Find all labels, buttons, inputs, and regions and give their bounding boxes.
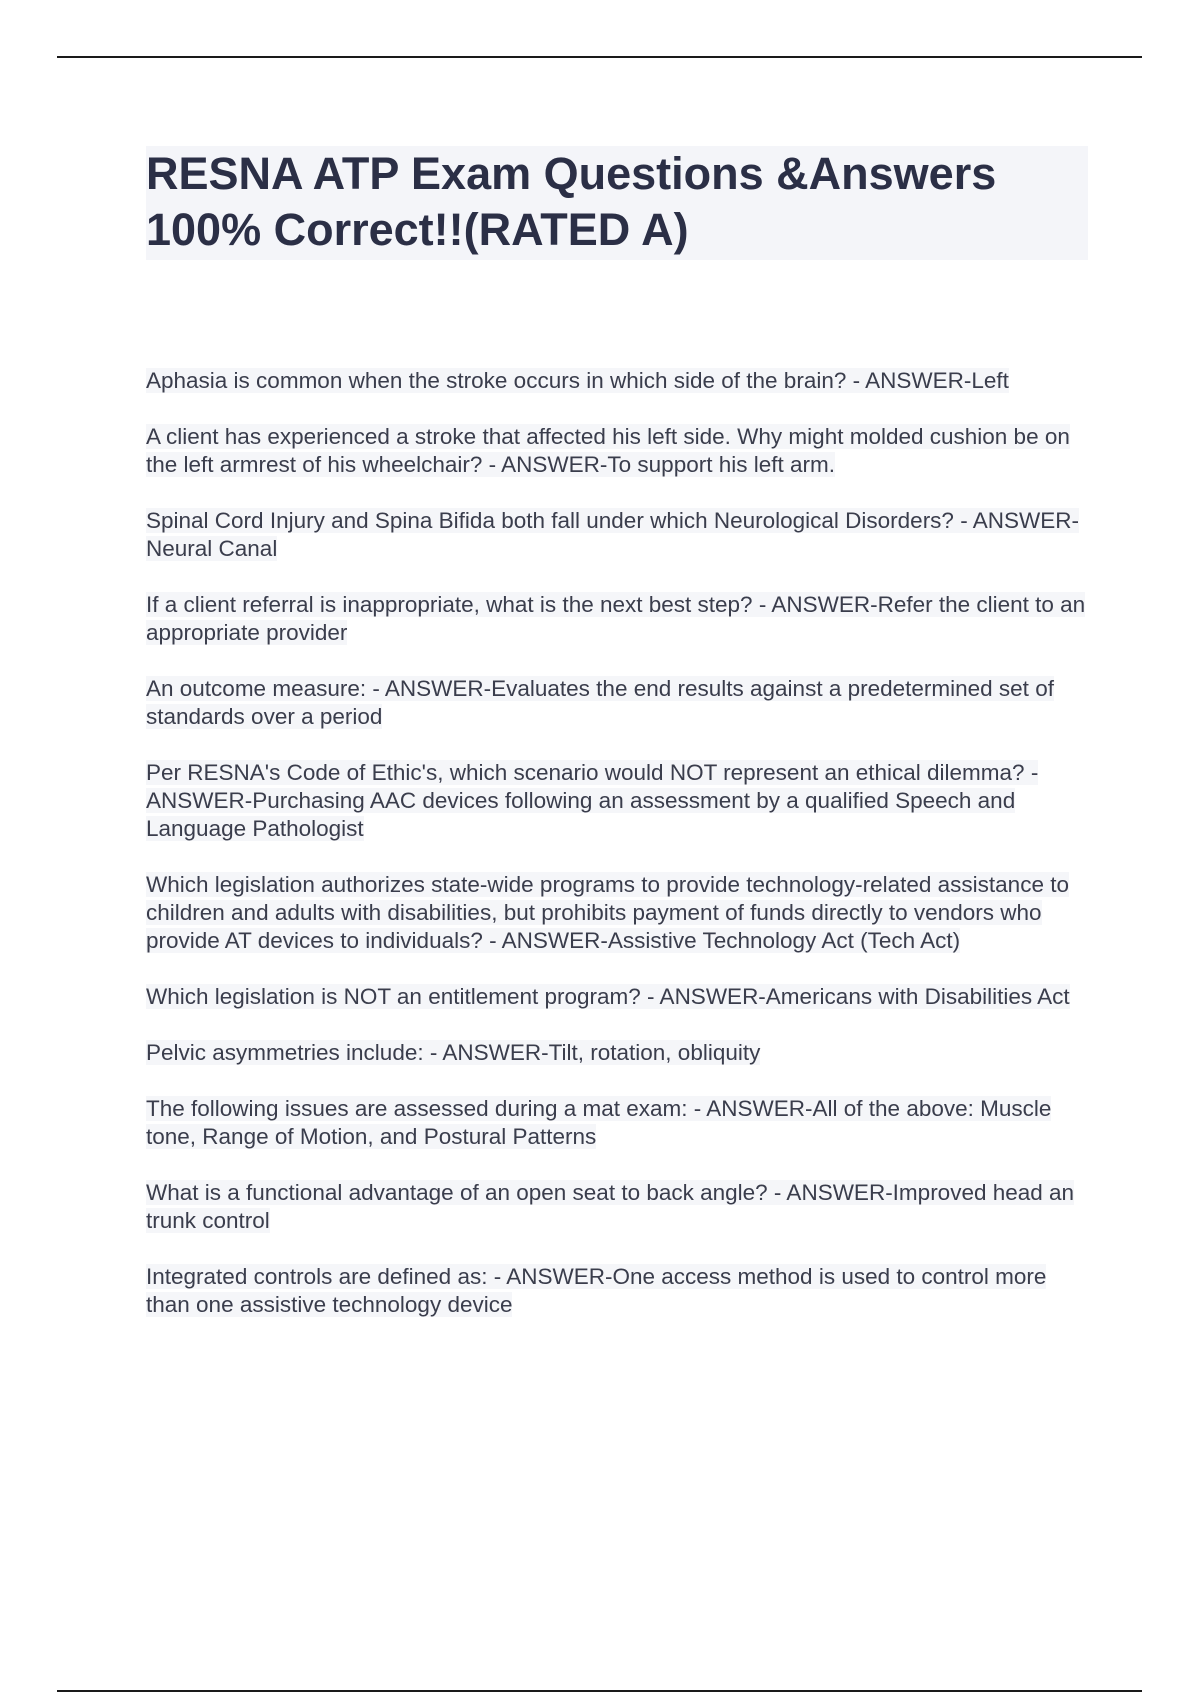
qa-text: An outcome measure: - ANSWER-Evaluates the end results against a predetermined set of standards over a period [146,676,1054,729]
qa-text: Integrated controls are defined as: - ANSWER-One access method is used to control more than one assistive technology device [146,1264,1047,1317]
qa-text: Which legislation is NOT an entitlement program? - ANSWER-Americans with Disabilities Act [146,984,1070,1009]
title-block [146,146,1088,260]
qa-item [146,675,1088,731]
qa-item [146,759,1088,843]
qa-item [146,1263,1088,1319]
page-title [146,146,1088,258]
bottom-rule [57,1690,1142,1692]
qa-item [146,983,1088,1011]
title-line-1: RESNA ATP Exam Questions &Answers [146,148,997,199]
title-line-2: 100% Correct!!(RATED A) [146,204,689,255]
qa-text: If a client referral is inappropriate, what is the next best step? - ANSWER-Refer the client to an appropriate provider [146,592,1086,645]
qa-text: Spinal Cord Injury and Spina Bifida both fall under which Neurological Disorders? - ANSWER-Neural Canal [146,508,1079,561]
qa-item [146,871,1088,955]
top-rule [57,56,1142,58]
qa-text: Which legislation authorizes state-wide programs to provide technology-related assistance to children and adults with disabilities, but prohibits payment of funds directly to vendors who provide AT devices to individuals? - ANSWER-Assistive Technology Act (Tech Act) [146,872,1069,953]
qa-item [146,423,1088,479]
qa-item [146,507,1088,563]
qa-item [146,1179,1088,1235]
qa-list [146,367,1088,1347]
qa-item [146,367,1088,395]
qa-item [146,591,1088,647]
qa-text: Aphasia is common when the stroke occurs in which side of the brain? - ANSWER-Left [146,368,1009,393]
qa-item [146,1095,1088,1151]
qa-item [146,1039,1088,1067]
qa-text: Pelvic asymmetries include: - ANSWER-Tilt, rotation, obliquity [146,1040,761,1065]
qa-text: A client has experienced a stroke that affected his left side. Why might molded cushion be on the left armrest of his wheelchair? - ANSWER-To support his left arm. [146,424,1070,477]
qa-text: Per RESNA's Code of Ethic's, which scenario would NOT represent an ethical dilemma? - ANSWER-Purchasing AAC devices following an assessment by a qualified Speech and Language Pathologist [146,760,1039,841]
qa-text: The following issues are assessed during a mat exam: - ANSWER-All of the above: Muscle tone, Range of Motion, and Postural Patterns [146,1096,1052,1149]
qa-text: What is a functional advantage of an open seat to back angle? - ANSWER-Improved head an trunk control [146,1180,1075,1233]
